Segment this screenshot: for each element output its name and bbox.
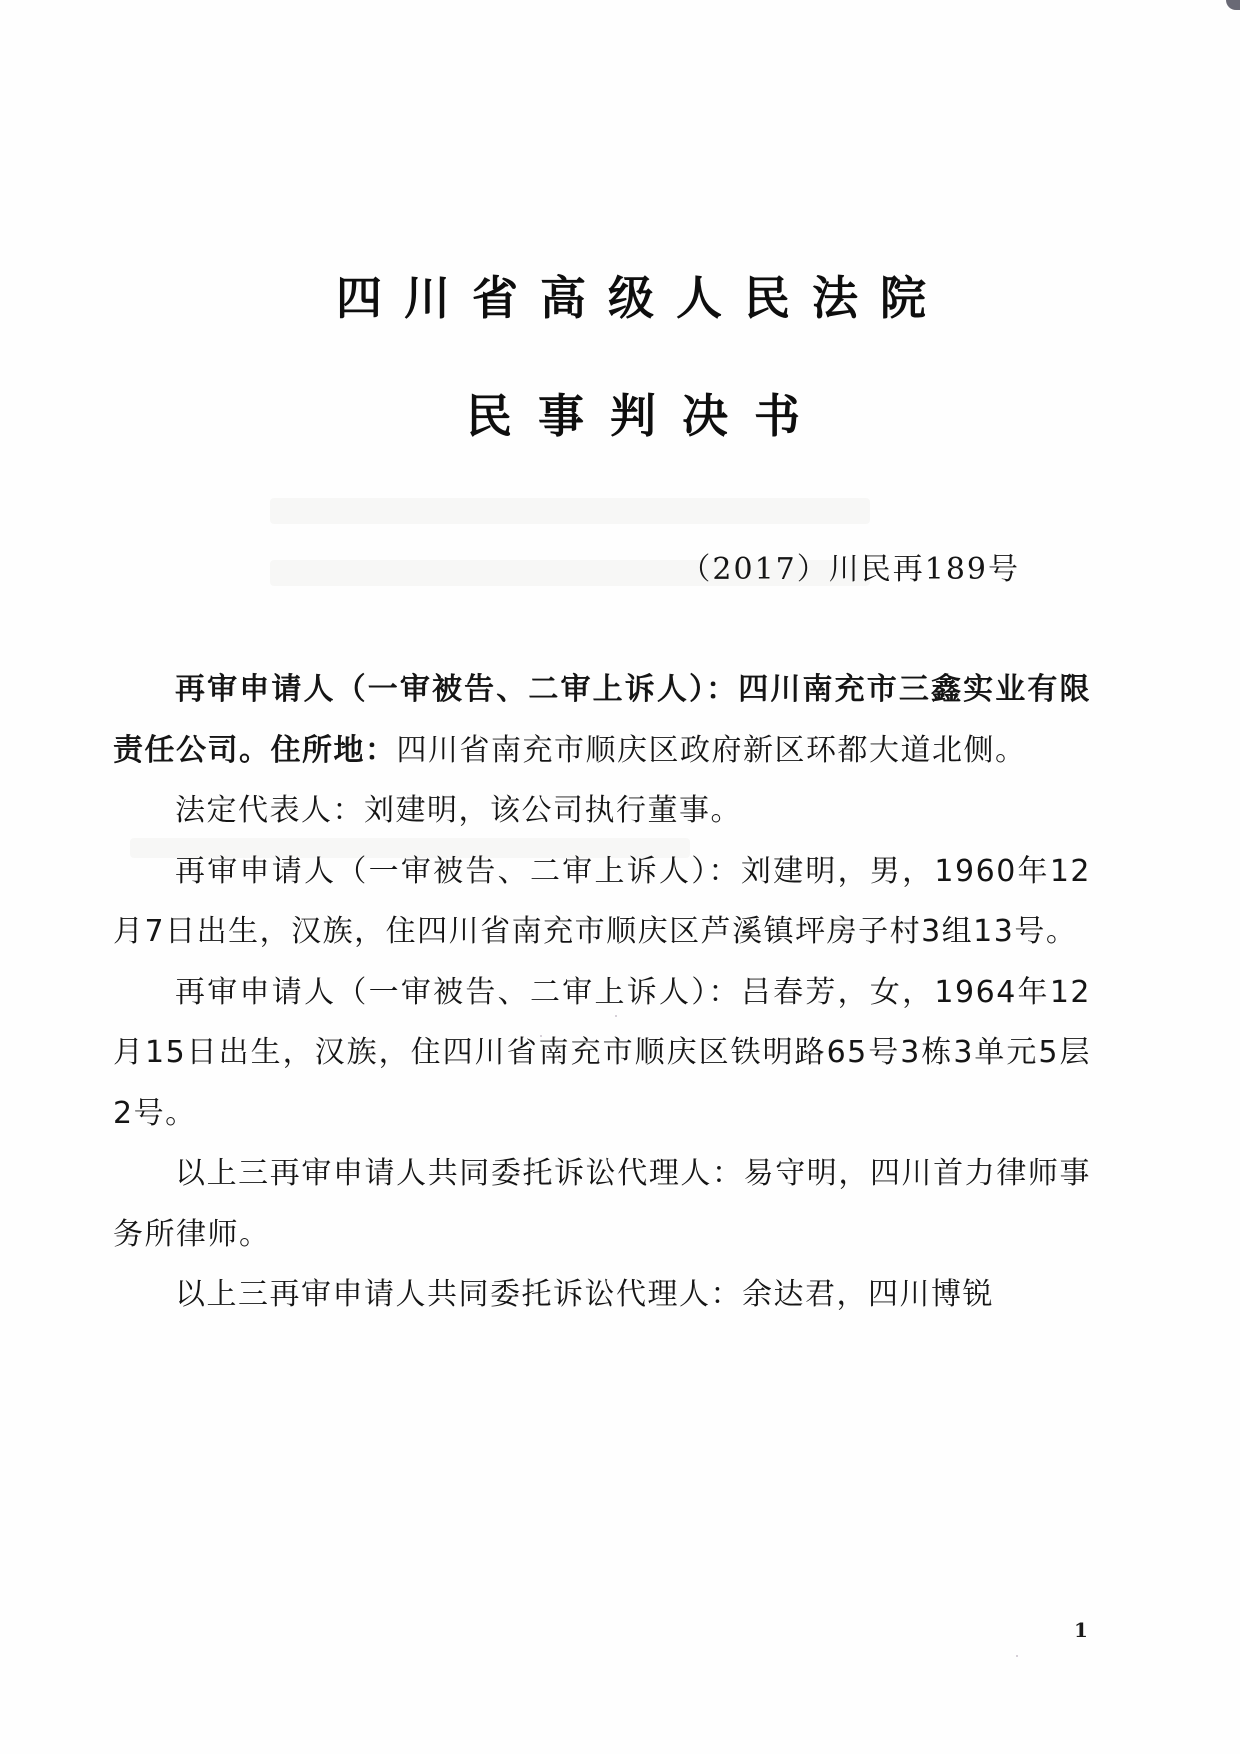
scan-bleed-mark — [270, 498, 870, 524]
paragraph-applicant-liu — [113, 842, 1091, 963]
case-number: （2017）川民再189号 — [680, 552, 1020, 587]
paragraph-text: 再审申请人（一审被告、二审上诉人）：刘建明，男，1960年12月7日出生，汉族，住四川省南充市顺庆区芦溪镇坪房子村3组13号。 — [113, 853, 1091, 949]
paragraph-text: 以上三再审申请人共同委托诉讼代理人：余达君，四川博锐 — [175, 1277, 994, 1312]
court-name-heading: 四川省高级人民法院 — [336, 271, 948, 325]
paragraph-agent-yu — [113, 1265, 1091, 1326]
paragraph-applicant-company — [113, 660, 1091, 781]
paragraph-text: 法定代表人：刘建明，该公司执行董事。 — [175, 793, 742, 828]
document-body — [113, 660, 1091, 1326]
scan-corner-mark — [1226, 0, 1240, 10]
document-type-heading: 民事判决书 — [466, 389, 826, 443]
paragraph-lead: 再审申请人（一审被告、二审上诉人）：四川南充市三鑫实业有限责任公司。住所地： — [113, 672, 1091, 768]
paragraph-applicant-lv — [113, 963, 1091, 1145]
paragraph-text: 四川省南充市顺庆区政府新区环都大道北侧。 — [396, 732, 1027, 768]
page-number: 1 — [1074, 1618, 1088, 1642]
paragraph-agent-yi — [113, 1144, 1091, 1265]
paragraph-text: 再审申请人（一审被告、二审上诉人）：吕春芳，女，1964年12月15日出生，汉族，住四川省南充市顺庆区铁明路65号3栋3单元5层2号。 — [113, 974, 1091, 1131]
paragraph-text: 以上三再审申请人共同委托诉讼代理人：易守明，四川首力律师事务所律师。 — [113, 1156, 1091, 1252]
scan-speck — [1016, 1655, 1018, 1657]
paragraph-legal-representative — [113, 781, 1091, 842]
